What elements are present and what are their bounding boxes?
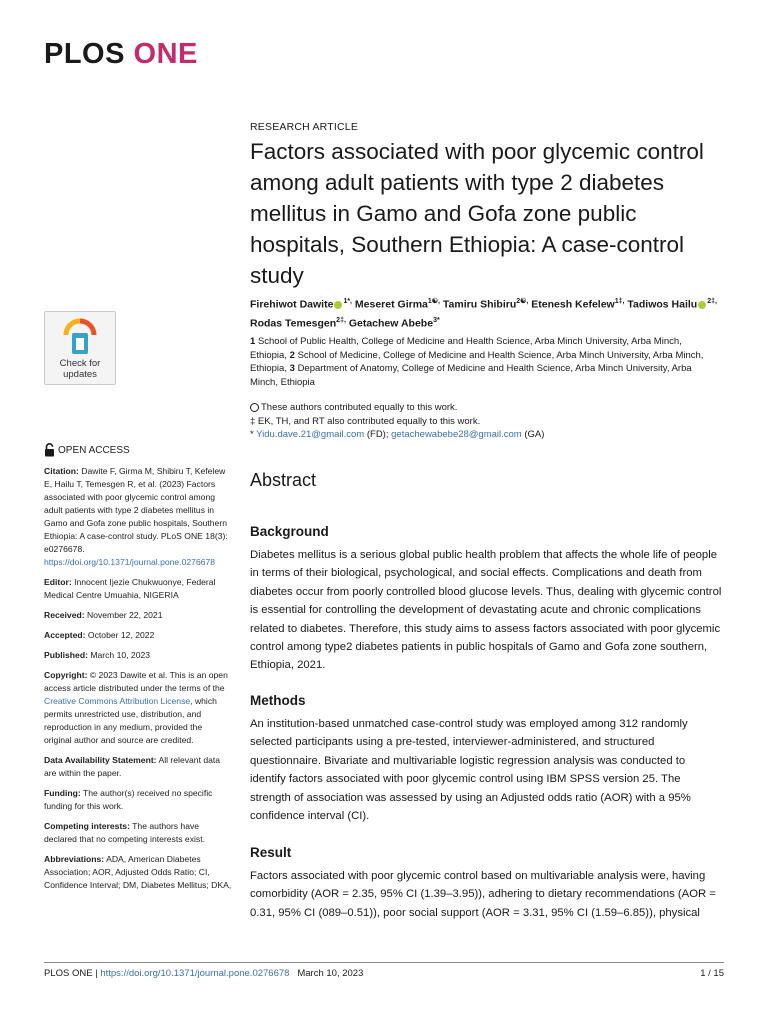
author-sup: 2‡,	[707, 298, 717, 305]
email-link-ga[interactable]: getachewabebe28@gmail.com	[391, 429, 522, 440]
received-text: November 22, 2021	[84, 610, 163, 620]
affiliations	[250, 335, 720, 389]
author-5[interactable]: Tadiwos Hailu	[627, 298, 698, 311]
footer-doi-link[interactable]: https://doi.org/10.1371/journal.pone.0276678	[100, 968, 290, 979]
orcid-icon[interactable]	[334, 301, 342, 309]
result-heading: Result	[250, 845, 292, 860]
badge-line-2: updates	[63, 369, 97, 380]
open-access	[44, 443, 232, 457]
author-7[interactable]: Getachew Abebe	[348, 317, 434, 329]
abstract-heading: Abstract	[250, 470, 317, 490]
email-link-fd[interactable]: Yidu.dave.21@gmail.com	[256, 429, 365, 440]
abbreviations	[44, 853, 232, 892]
editor-text: Innocent Ijezie Chukwuonye, Federal Medical Centre Umuahia, NIGERIA	[44, 577, 216, 600]
author-sup: 1‡,	[614, 298, 625, 305]
funding-text: The author(s) received no specific funding for this work.	[44, 788, 213, 811]
competing-interests	[44, 820, 232, 846]
license-link[interactable]: Creative Commons Attribution License	[44, 696, 191, 706]
received	[44, 609, 232, 622]
citation-doi-link[interactable]: https://doi.org/10.1371/journal.pone.0276678	[44, 557, 216, 567]
check-for-updates-badge[interactable]	[44, 311, 116, 385]
author-sup: 2☯,	[516, 298, 529, 305]
result-text: Factors associated with poor glycemic control based on multivariable analysis were, having comorbidity (AOR = 2.35, 95% CI (1.39–3.95)), adhering to dietary recommendations (AOR = 0.31, 95% CI (089–0.51)), poor social support (AOR = 3.31, 95% CI (1.59–6.85)), physical	[250, 870, 716, 919]
footer-date: March 10, 2023	[289, 968, 364, 979]
author-list	[250, 294, 730, 331]
page-number: 1 / 15	[700, 968, 724, 979]
author-1[interactable]: Firehiwot Dawite	[250, 298, 334, 311]
affil-text: Department of Anatomy, College of Medicine and Health Science, Arba Minch University, Arba Minch, Ethiopia	[250, 363, 692, 388]
author-sup: 3*	[433, 316, 440, 324]
affil-num: 3	[289, 363, 295, 374]
accepted-text: October 12, 2022	[85, 630, 155, 640]
author-2[interactable]: Meseret Girma	[354, 298, 428, 311]
abbrev-text: ADA, American Diabetes Association; AOR, Adjusted Odds Ratio; CI, Confidence Interval; DM, Diabetes Mellitus; DKA,	[44, 854, 232, 890]
competing-label: Competing interests:	[44, 821, 130, 831]
copyright	[44, 669, 232, 747]
accepted-label: Accepted:	[44, 630, 86, 640]
author-6[interactable]: Rodas Temesgen	[250, 317, 337, 329]
orcid-icon[interactable]	[698, 301, 706, 309]
funding	[44, 787, 232, 813]
data-availability	[44, 754, 232, 780]
editor-label: Editor:	[44, 577, 72, 587]
methods-heading: Methods	[250, 693, 306, 708]
published	[44, 649, 232, 662]
affil-num: 2	[289, 349, 295, 361]
note-equal-text: These authors contributed equally to this work.	[261, 402, 458, 413]
email-suffix: (GA)	[521, 429, 545, 440]
author-4[interactable]: Etenesh Kefelew	[531, 298, 615, 311]
background-heading: Background	[250, 524, 329, 539]
methods-text: An institution-based unmatched case-control study was employed among 312 randomly selected participants using a pre-tested, interviewer-administered, and structured questionnaire. Bivariate and multivariable logistic regression analysis was conducted to identify factors associated with poor glycemic control using IBM SPSS version 25. The strength of association was assessed by using an Adjusted odds ratio (AOR) with a 95% confidence interval (CI).	[250, 718, 691, 823]
journal-logo[interactable]	[44, 38, 198, 71]
badge-line-1: Check for	[59, 358, 101, 369]
logo-one: ONE	[124, 38, 198, 70]
data-label: Data Availability Statement:	[44, 755, 157, 765]
author-3[interactable]: Tamiru Shibiru	[442, 298, 517, 311]
article-type: RESEARCH ARTICLE	[250, 121, 359, 133]
equal-contribution-icon	[250, 403, 259, 412]
copyright-label: Copyright:	[44, 670, 88, 680]
affil-text: School of Medicine, College of Medicine and Health Science, Arba Minch University, Arba Minch, Ethiopia,	[250, 349, 704, 374]
citation	[44, 465, 232, 569]
check-for-updates-icon	[63, 318, 97, 356]
note-emails: * Yidu.dave.21@gmail.com (FD); getachewabebe28@gmail.com (GA)	[250, 429, 545, 440]
author-sup: 1☯,	[427, 298, 440, 305]
open-lock-icon	[44, 443, 55, 457]
citation-label: Citation:	[44, 466, 79, 476]
author-sup: 2‡,	[336, 316, 346, 324]
affil-text: School of Public Health, College of Medicine and Health Science, Arba Minch University, Arba Minch, Ethiopia,	[250, 336, 682, 361]
page-footer	[44, 962, 724, 979]
citation-text: Dawite F, Girma M, Shibiru T, Kefelew E, Hailu T, Temesgen R, et al. (2023) Factors associated with poor glycemic control among adult patients with type 2 diabetes mellitus in Gamo and Gofa zone public hospitals, Southern Ethiopia: A case-control study. PLoS ONE 18(3): e0276678.	[44, 466, 228, 554]
editor	[44, 576, 232, 602]
article-title: Factors associated with poor glycemic control among adult patients with type 2 diabetes mellitus in Gamo and Gofa zone public hospitals, Southern Ethiopia: A case-control study	[250, 139, 704, 288]
funding-label: Funding:	[44, 788, 81, 798]
note-equal	[250, 401, 720, 415]
article-sidebar	[44, 443, 232, 899]
author-notes	[250, 401, 720, 442]
open-access-label: OPEN ACCESS	[58, 444, 130, 456]
published-label: Published:	[44, 650, 88, 660]
copyright-text: © 2023 Dawite et al. This is an open access article distributed under the terms of the	[44, 670, 228, 693]
affil-num: 1	[250, 336, 256, 347]
logo-plos: PLOS	[44, 38, 125, 70]
published-text: March 10, 2023	[87, 650, 151, 660]
footer-journal: PLOS ONE |	[44, 968, 101, 979]
received-label: Received:	[44, 610, 85, 620]
abbrev-label: Abbreviations:	[44, 854, 105, 864]
competing-text: The authors have declared that no competing interests exist.	[44, 821, 205, 844]
author-sup: 1*,	[343, 298, 352, 305]
accepted	[44, 629, 232, 642]
note-also: ‡ EK, TH, and RT also contributed equally to this work.	[250, 415, 481, 427]
email-suffix: (FD);	[364, 429, 392, 440]
background-text: Diabetes mellitus is a serious global public health problem that affects the whole life of people in terms of their biological, psychological, and social effects. Complications and death from diabetes occur from poorly controlled blood glucose levels. Thus, dealing with glycemic control is essential for controlling the development of devastating acute and chronic complications related to diabetes. Therefore, this study aims to assess factors associated with poor glycemic control among type2 diabetes patients in public hospitals of Gamo and Gofa zone southern, Ethiopia, 2021.	[250, 549, 722, 672]
copyright-text-2: , which permits unrestricted use, distribution, and reproduction in any medium, provided the original author and source are credited.	[44, 696, 217, 745]
data-text: All relevant data are within the paper.	[44, 755, 221, 778]
